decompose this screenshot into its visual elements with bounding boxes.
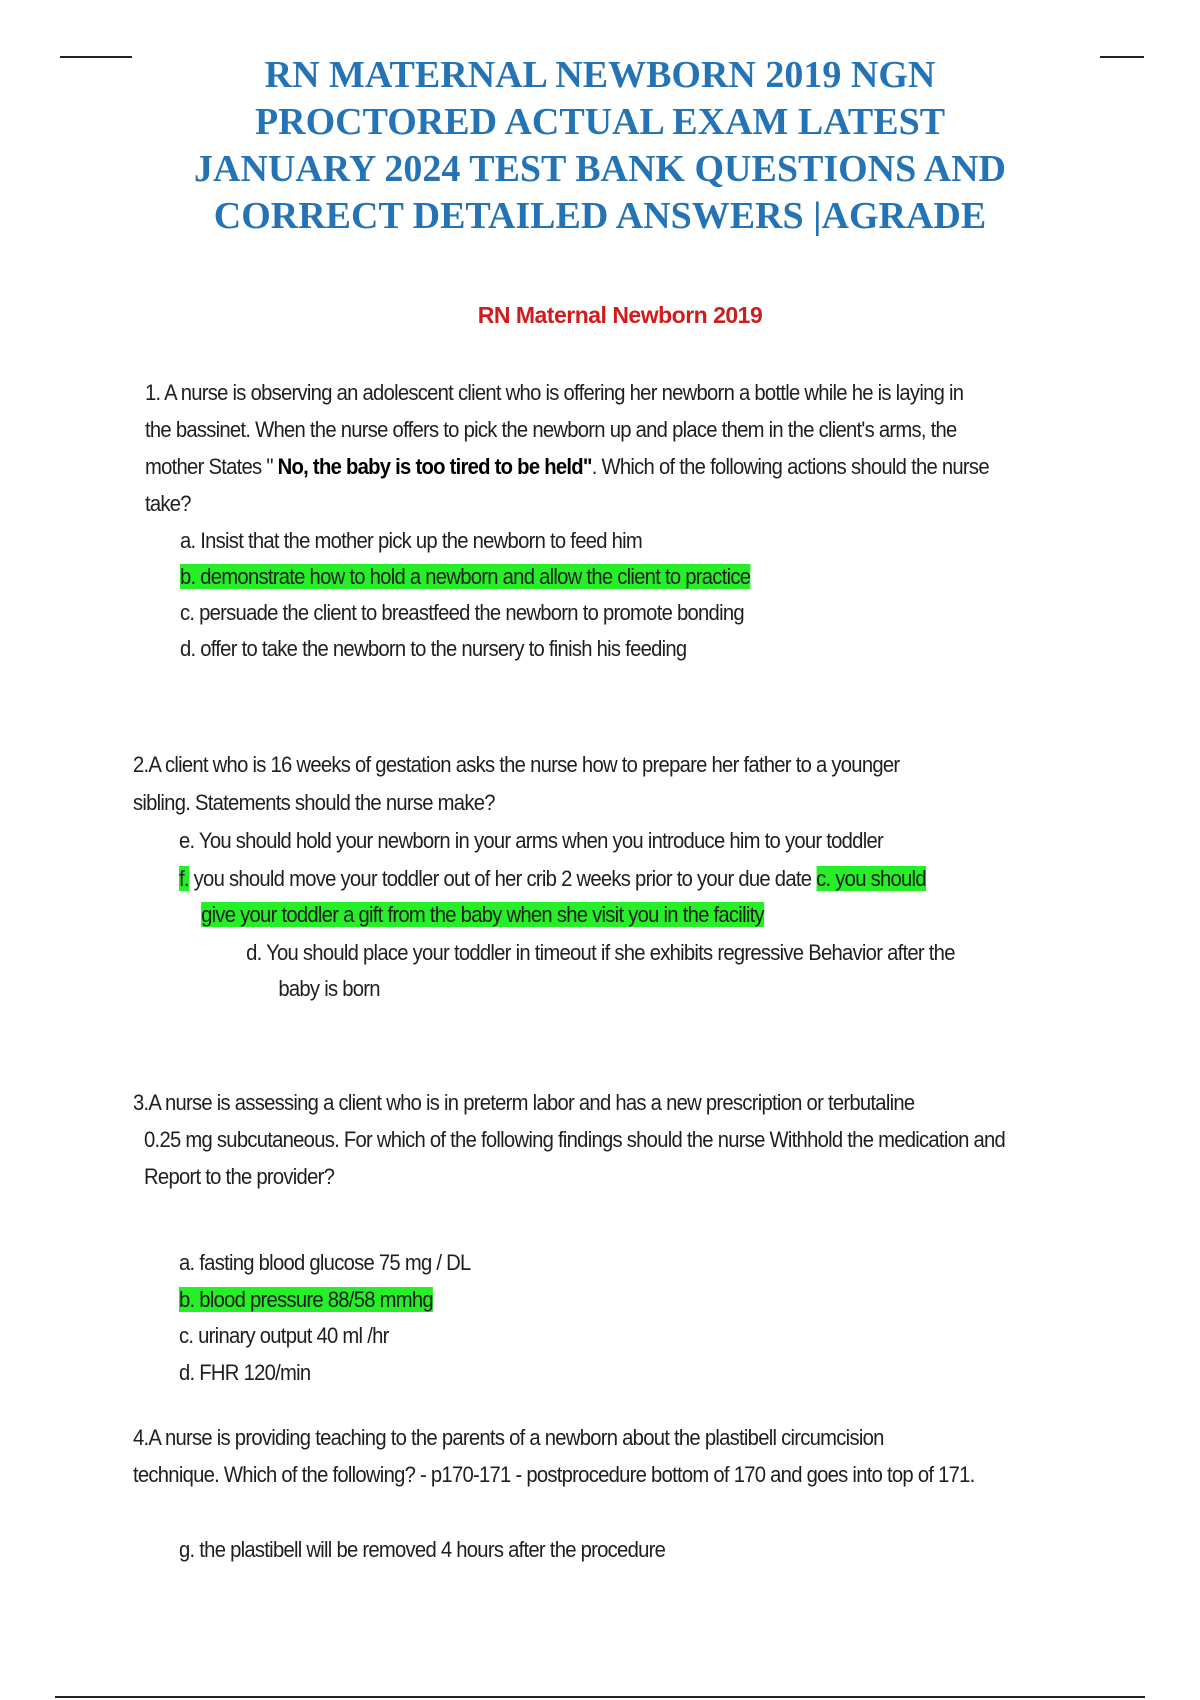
title-line: RN MATERNAL NEWBORN 2019 NGN [264, 54, 936, 96]
bottom-rule [55, 1696, 1145, 1698]
question-3-option-a: a. fasting blood glucose 75 mg / DL [179, 1250, 471, 1275]
question-2-option-d-cont: baby is born [278, 976, 380, 1001]
question-4-stem-line: 4.A nurse is providing teaching to the parents of a newborn about the plastibell circumcision [133, 1425, 884, 1450]
question-3-option-b-correct [179, 1287, 433, 1313]
answer-highlight: b. blood pressure 88/58 mmhg [179, 1287, 433, 1312]
title-line: PROCTORED ACTUAL EXAM LATEST [254, 101, 946, 143]
document-subtitle: RN Maternal Newborn 2019 [477, 302, 763, 328]
question-4-option-g: g. the plastibell will be removed 4 hours after the procedure [179, 1537, 666, 1562]
title-line: JANUARY 2024 TEST BANK QUESTIONS AND [194, 148, 1006, 190]
quote-close: . Which of the following actions should the nurse [591, 454, 989, 479]
question-2-option-c-correct [201, 902, 764, 928]
question-3-stem-line: 3.A nurse is assessing a client who is in preterm labor and has a new prescription or terbutaline [133, 1090, 915, 1115]
question-2-option-f [179, 866, 926, 892]
question-3-option-c: c. urinary output 40 ml /hr [179, 1323, 389, 1348]
title-line: CORRECT DETAILED ANSWERS |AGRADE [213, 195, 987, 237]
question-1-option-a: a. Insist that the mother pick up the newborn to feed him [179, 528, 643, 553]
question-2-stem-line: 2.A client who is 16 weeks of gestation asks the nurse how to prepare her father to a younger [133, 752, 900, 777]
question-1-stem-line [145, 454, 989, 480]
question-1-stem-line: the bassinet. When the nurse offers to pick the newborn up and place them in the client's arms, the [145, 417, 957, 442]
question-3-stem-line: 0.25 mg subcutaneous. For which of the following findings should the nurse Withhold the medication and [144, 1127, 1006, 1152]
question-1-option-d: d. offer to take the newborn to the nursery to finish his feeding [179, 636, 687, 661]
question-2-stem-line: sibling. Statements should the nurse make? [133, 790, 495, 815]
question-3-stem-line: Report to the provider? [144, 1164, 335, 1189]
question-4-stem-line: technique. Which of the following? - p170-171 - postprocedure bottom of 170 and goes into top of 171. [133, 1462, 975, 1487]
question-2-option-e: e. You should hold your newborn in your arms when you introduce him to your toddler [179, 828, 884, 853]
question-3-option-d: d. FHR 120/min [179, 1360, 311, 1385]
quote-open: mother States " [145, 454, 278, 479]
question-1-option-c: c. persuade the client to breastfeed the newborn to promote bonding [179, 600, 744, 625]
top-right-rule [1100, 56, 1144, 58]
question-1-stem-line: 1. A nurse is observing an adolescent client who is offering her newborn a bottle while he is laying in [145, 380, 964, 405]
answer-highlight: f. [179, 866, 189, 891]
question-1-option-b-correct [180, 564, 750, 590]
answer-highlight: give your toddler a gift from the baby when she visit you in the facility [201, 902, 764, 927]
quote-bold: No, the baby is too tired to be held" [277, 454, 592, 479]
document-title [100, 52, 1100, 240]
answer-highlight: b. demonstrate how to hold a newborn and allow the client to practice [179, 564, 751, 589]
question-1-stem-line: take? [145, 491, 191, 516]
answer-highlight: c. you should [816, 866, 926, 891]
option-f-text: you should move your toddler out of her crib 2 weeks prior to your due date [188, 866, 817, 891]
question-2-option-d: d. You should place your toddler in timeout if she exhibits regressive Behavior after the [246, 940, 955, 965]
